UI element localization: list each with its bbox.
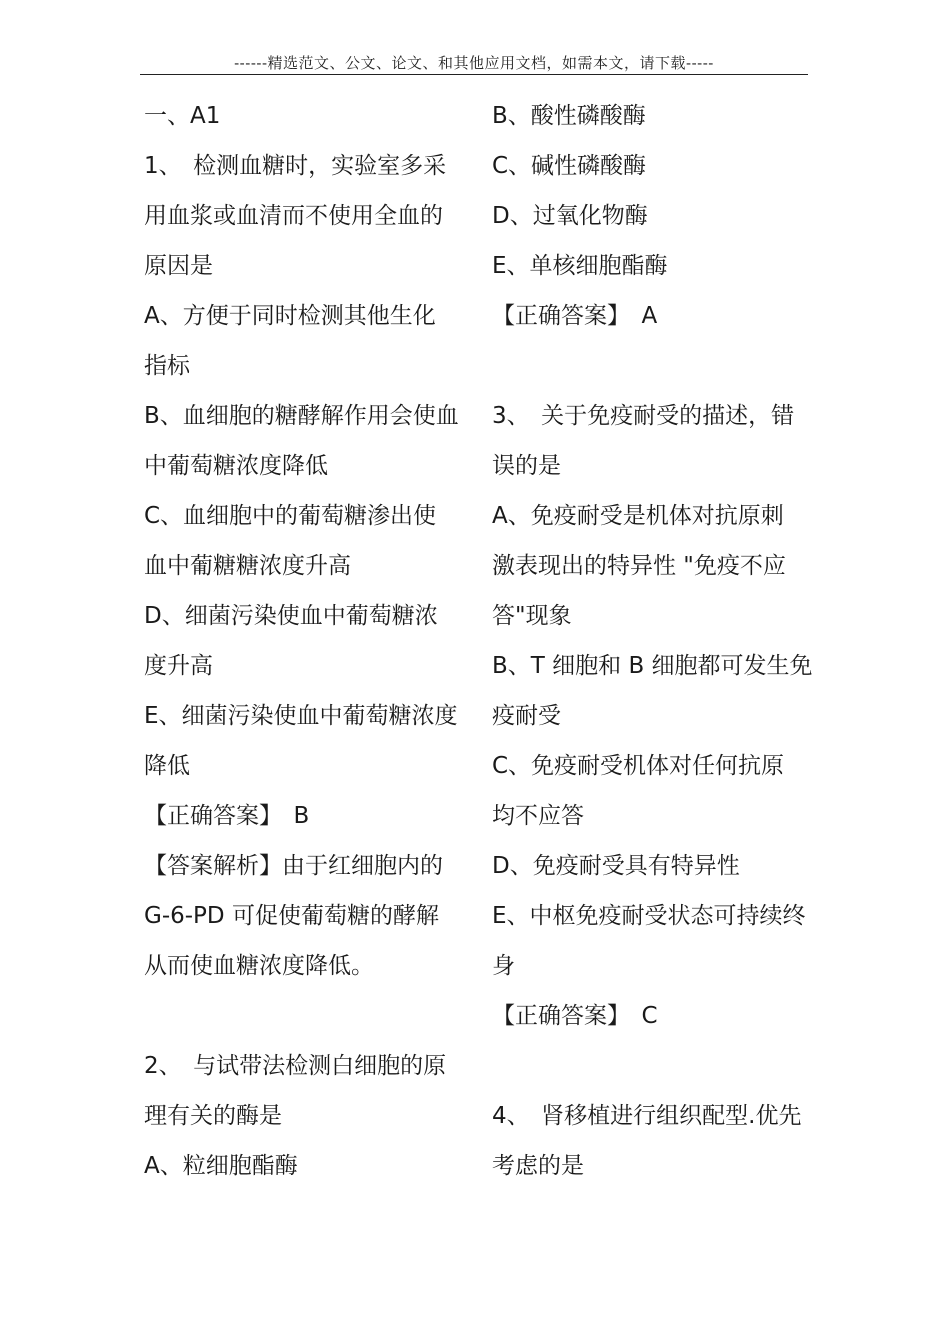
text-line: C、血细胞中的葡萄糖渗出使 (144, 503, 437, 529)
text-line: 【正确答案】 A (492, 303, 658, 329)
text-line: E、中枢免疫耐受状态可持续终 (492, 903, 806, 929)
text-line: B、T 细胞和 B 细胞都可发生免 (492, 653, 813, 679)
right-column (492, 91, 812, 1191)
text-line: 激表现出的特异性 "免疫不应 (492, 553, 786, 579)
text-line: 2、 与试带法检测白细胞的原 (144, 1053, 447, 1079)
text-line: E、细菌污染使血中葡萄糖浓度 (144, 703, 458, 729)
text-line: C、免疫耐受机体对任何抗原 (492, 753, 785, 779)
text-line: 误的是 (492, 453, 561, 479)
text-line: 疫耐受 (492, 703, 561, 729)
text-line: 降低 (144, 753, 190, 779)
text-line: 身 (492, 953, 515, 979)
text-line: 考虑的是 (492, 1153, 584, 1179)
text-line: B、酸性磷酸酶 (492, 103, 646, 129)
text-line: 用血浆或血清而不使用全血的 (144, 203, 443, 229)
text-line: B、血细胞的糖酵解作用会使血 (144, 403, 459, 429)
text-line: G-6-PD 可促使葡萄糖的酵解 (144, 903, 439, 929)
header-divider (140, 74, 808, 75)
left-column (144, 91, 464, 1191)
text-line: 【正确答案】 B (144, 803, 310, 829)
text-line: 【答案解析】由于红细胞内的 (144, 853, 443, 879)
text-line: A、粒细胞酯酶 (144, 1153, 298, 1179)
page-header: ------精选范文、公文、论文、和其他应用文档，如需本文，请下载----- (234, 54, 714, 72)
text-line: 度升高 (144, 653, 213, 679)
text-line: 指标 (144, 353, 190, 379)
text-line: 理有关的酶是 (144, 1103, 282, 1129)
text-line: C、碱性磷酸酶 (492, 153, 647, 179)
blank-line (492, 341, 812, 391)
text-line: 从而使血糖浓度降低。 (144, 953, 374, 979)
text-line: 1、 检测血糖时，实验室多采 (144, 153, 447, 179)
text-line: 原因是 (144, 253, 213, 279)
text-line: 3、 关于免疫耐受的描述，错 (492, 403, 795, 429)
text-line: A、方便于同时检测其他生化 (144, 303, 436, 329)
text-line: 【正确答案】 C (492, 1003, 658, 1029)
text-line: D、细菌污染使血中葡萄糖浓 (144, 603, 438, 629)
blank-line (144, 991, 464, 1041)
text-line: 答"现象 (492, 603, 572, 629)
text-line: 均不应答 (492, 803, 584, 829)
text-line: D、免疫耐受具有特异性 (492, 853, 740, 879)
text-line: 一、A1 (144, 103, 221, 129)
text-line: 4、 肾移植进行组织配型.优先 (492, 1103, 802, 1129)
text-line: 血中葡糖糖浓度升高 (144, 553, 351, 579)
text-line: 中葡萄糖浓度降低 (144, 453, 328, 479)
text-line: A、免疫耐受是机体对抗原刺 (492, 503, 784, 529)
blank-line (492, 1041, 812, 1091)
text-line: E、单核细胞酯酶 (492, 253, 668, 279)
text-line: D、过氧化物酶 (492, 203, 648, 229)
